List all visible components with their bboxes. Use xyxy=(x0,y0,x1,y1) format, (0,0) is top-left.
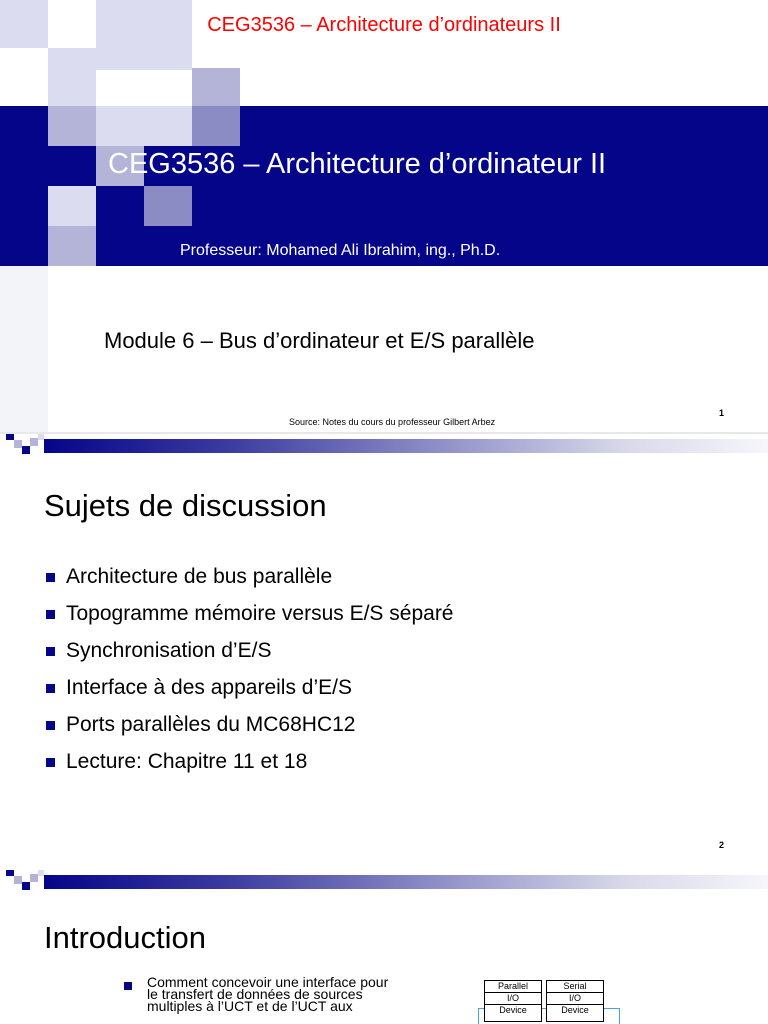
professor-line: Professeur: Mohamed Ali Ibrahim, ing., Ph.D. xyxy=(180,242,501,259)
decor-square xyxy=(192,106,240,146)
decor-square xyxy=(192,68,240,106)
decor-square xyxy=(144,186,192,226)
decor-square xyxy=(48,226,96,266)
page-number: 2 xyxy=(718,840,724,850)
list-item: Interface à des appareils d’E/S xyxy=(44,669,454,706)
title-rule xyxy=(0,434,768,456)
decor-square xyxy=(48,106,96,146)
serial-io-device: Serial I/O Device xyxy=(546,980,604,1022)
title-rule xyxy=(0,870,768,892)
bullet-square-icon xyxy=(46,758,55,767)
bullet-square-icon xyxy=(46,721,55,730)
introduction-slide xyxy=(0,866,768,1024)
decor-square xyxy=(48,186,96,226)
decor-square xyxy=(48,48,96,106)
page-number: 1 xyxy=(718,408,724,418)
list-item: Ports parallèles du MC68HC12 xyxy=(44,706,454,743)
decor-square xyxy=(96,106,192,146)
bullet-square-icon xyxy=(124,982,132,990)
intro-bullet-text: Comment concevoir une interface pour le transfert de données de sources multiples à l’UCT et de l’UCT aux xyxy=(147,974,389,1014)
topic-list xyxy=(44,558,454,780)
bullet-square-icon xyxy=(46,647,55,656)
list-item: Topogramme mémoire versus E/S séparé xyxy=(44,595,454,632)
bullet-square-icon xyxy=(46,573,55,582)
list-item: Lecture: Chapitre 11 et 18 xyxy=(44,743,454,780)
module-title: Module 6 – Bus d’ordinateur et E/S parallèle xyxy=(104,328,535,353)
source-note: Source: Notes du cours du professeur Gilbert Arbez xyxy=(289,417,496,427)
slide-title: CEG3536 – Architecture d’ordinateur II xyxy=(108,148,607,180)
list-item: Synchronisation d’E/S xyxy=(44,632,454,669)
slide-title: Introduction xyxy=(44,920,206,955)
topics-slide xyxy=(0,434,768,866)
bullet-square-icon xyxy=(46,610,55,619)
slide-title: Sujets de discussion xyxy=(44,488,327,523)
list-item: Architecture de bus parallèle xyxy=(44,558,454,595)
course-header: CEG3536 – Architecture d’ordinateurs II xyxy=(207,14,561,36)
bullet-square-icon xyxy=(46,684,55,693)
parallel-io-device: Parallel I/O Device xyxy=(484,980,542,1022)
title-slide xyxy=(0,0,768,432)
